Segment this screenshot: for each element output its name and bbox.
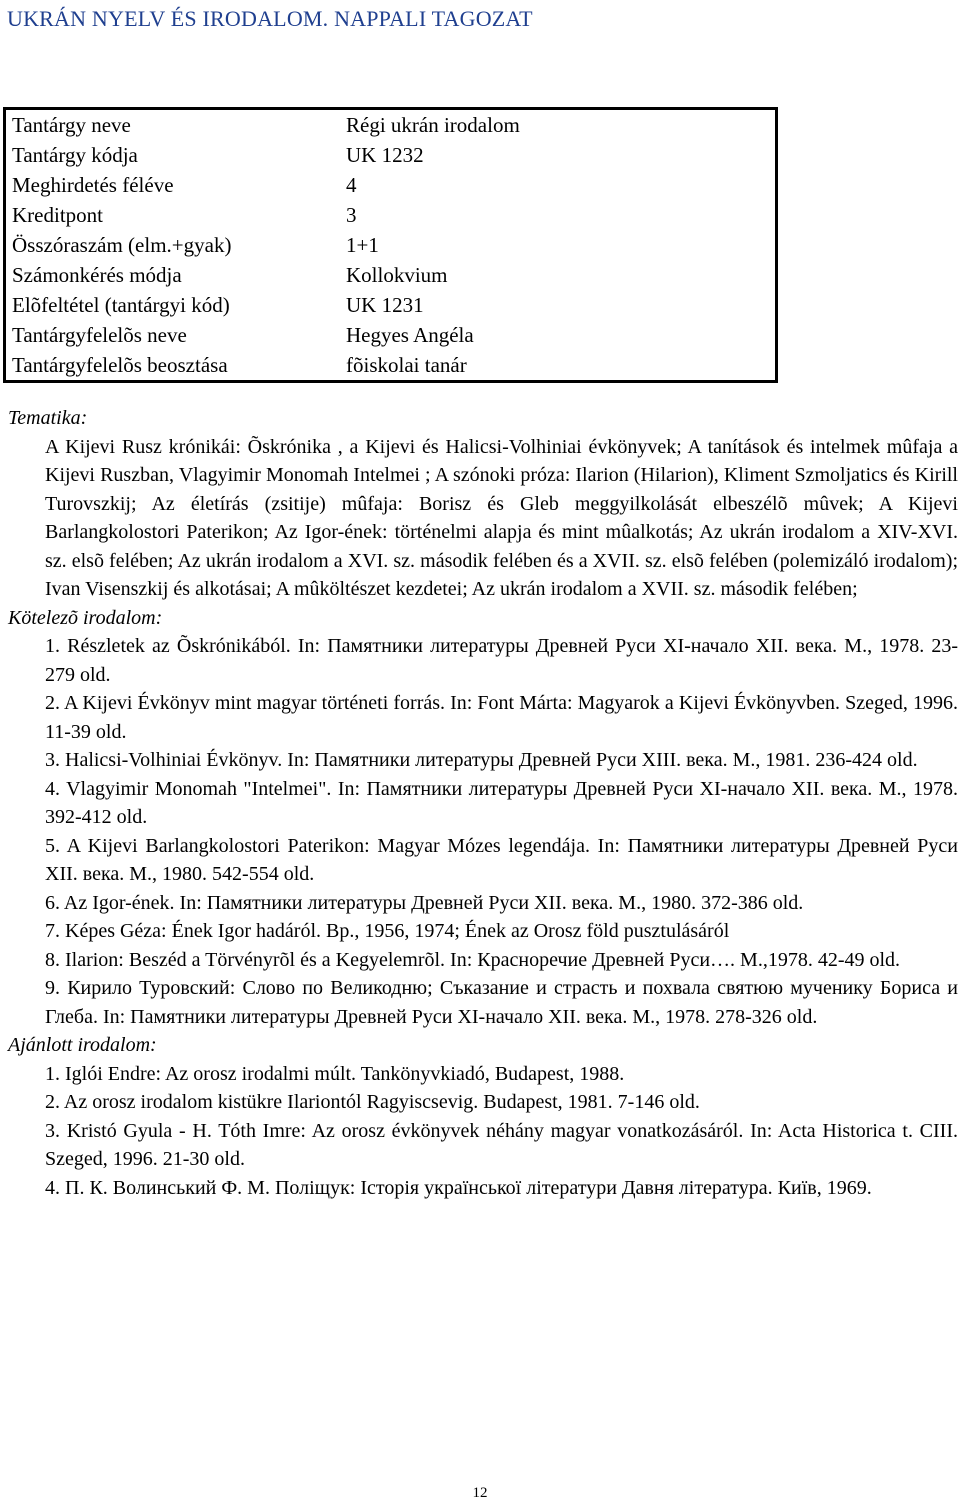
list-item: 3. Halicsi-Volhiniai Évkönyv. In: Памятники литературы Древней Руси XIII. века. M., 1981. 236-424 old. xyxy=(45,749,918,771)
info-value: UK 1232 xyxy=(346,143,424,167)
info-key: Összóraszám (elm.+gyak) xyxy=(12,233,232,257)
info-key: Számonkérés módja xyxy=(12,263,182,287)
list-item: 6. Az Igor-ének. In: Памятники литературы Древней Руси XII. века. M., 1980. 372-386 old. xyxy=(45,891,804,914)
list-item: 4. Vlagyimir Monomah "Intelmei". In: Памятники литературы Древней Руси XI-начало XII. века. M., 1978. 392-412 old. xyxy=(45,777,958,828)
list-item: 2. Az orosz irodalom kistükre Ilariontól Ragyiscsevig. Budapest, 1981. 7-146 old. xyxy=(45,1091,700,1113)
info-value: fõiskolai tanár xyxy=(346,353,467,377)
list-item: 3. Kristó Gyula - H. Tóth Imre: Az orosz évkönyvek néhány magyar vonatkozásáról. In: Acta Historica t. CIII. Szeged, 1996. 21-30 old. xyxy=(45,1119,958,1170)
list-item: 4. П. К. Волинський Ф. М. Поліщук: Історія української літератури Давня література. Київ, 1969. xyxy=(45,1176,872,1199)
info-value: Hegyes Angéla xyxy=(346,323,474,347)
ajanlott-heading: Ajánlott irodalom: xyxy=(8,1034,157,1056)
page-number: 12 xyxy=(472,1485,488,1501)
table-row xyxy=(5,350,777,382)
list-item: 2. A Kijevi Évkönyv mint magyar történeti forrás. In: Font Márta: Magyarok a Kijevi Évkönyvben. Szeged, 1996. 11-39 old. xyxy=(45,692,958,743)
table-row xyxy=(5,109,777,141)
page-header-title: UKRÁN NYELV ÉS IRODALOM. NAPPALI TAGOZAT xyxy=(7,6,533,31)
info-key: Kreditpont xyxy=(12,203,103,227)
list-item: 8. Ilarion: Beszéd a Törvényrõl és a Kegyelemrõl. In: Красноречие Древней Руси…. M.,1978. 42-49 old. xyxy=(45,948,901,971)
kotelezo-heading: Kötelezõ irodalom: xyxy=(8,606,163,629)
tematika-text: A Kijevi Rusz krónikái: Õskrónika , a Kijevi és Halicsi-Volhiniai évkönyvek; A tanítások és intelmek mûfaja a Kijevi Ruszban, Vlagyimir Monomah Intelmei ; A szónoki próza: Ilarion (Hilarion), Kliment Szmoljatics és Kirill Turovszkij; Az életírás (zsitije) mûfaja: Borisz és Gleb meggyilkolását elbeszélõ mûvek; A Kijevi Barlangkolostori Paterikon; Az Igor-ének: történelmi alapja és mint mûalkotás; Az ukrán irodalom a XIV-XVI. sz. elsõ felében; Az ukrán irodalom a XVI. sz. második felében és a XVII. sz. elsõ felében (polemizáló irodalom); Ivan Visenszkij és alkotásai; A mûköltészet kezdetei; Az ukrán irodalom a XVII. sz. második felében; xyxy=(45,435,958,600)
ajanlott-list xyxy=(8,1060,960,1203)
info-value: Kollokvium xyxy=(346,263,448,287)
course-info-table xyxy=(3,107,778,383)
info-key: Tantárgy neve xyxy=(12,113,131,137)
info-value: UK 1231 xyxy=(346,293,424,317)
table-row xyxy=(5,260,777,290)
table-row xyxy=(5,200,777,230)
list-item: 1. Részletek az Õskrónikából. In: Памятники литературы Древней Руси XI-начало XII. века. M., 1978. 23-279 old. xyxy=(45,635,958,686)
info-key: Tantárgyfelelõs beosztása xyxy=(12,353,228,377)
table-row xyxy=(5,230,777,260)
list-item: 7. Képes Géza: Ének Igor hadáról. Bp., 1956, 1974; Ének az Orosz föld pusztulásáról xyxy=(45,920,730,942)
info-key: Meghirdetés féléve xyxy=(12,173,174,197)
list-item: 9. Кирило Туровский: Слово по Великодню; Съказание и страсть и похвала святюю мученику Бориса и Глеба. In: Памятники литературы Древней Руси XI-начало XII. века. M., 1978. 278-326 old. xyxy=(45,977,958,1028)
main-content xyxy=(8,404,960,1202)
info-key: Tantárgyfelelõs neve xyxy=(12,323,187,347)
info-value: 4 xyxy=(346,173,357,197)
table-row xyxy=(5,290,777,320)
tematika-heading: Tematika: xyxy=(8,407,88,429)
list-item: 1. Iglói Endre: Az orosz irodalmi múlt. Tankönyvkiadó, Budapest, 1988. xyxy=(45,1062,625,1085)
kotelezo-list xyxy=(8,632,960,1031)
list-item: 5. A Kijevi Barlangkolostori Paterikon: Magyar Mózes legendája. In: Памятники литературы Древней Руси XII. века. M., 1980. 542-554 old. xyxy=(45,834,958,885)
info-key: Elõfeltétel (tantárgyi kód) xyxy=(12,293,230,317)
table-row xyxy=(5,140,777,170)
info-key: Tantárgy kódja xyxy=(12,143,138,167)
info-value: 1+1 xyxy=(346,233,379,257)
table-row xyxy=(5,170,777,200)
table-row xyxy=(5,320,777,350)
info-value: 3 xyxy=(346,203,357,227)
info-value: Régi ukrán irodalom xyxy=(346,113,520,137)
